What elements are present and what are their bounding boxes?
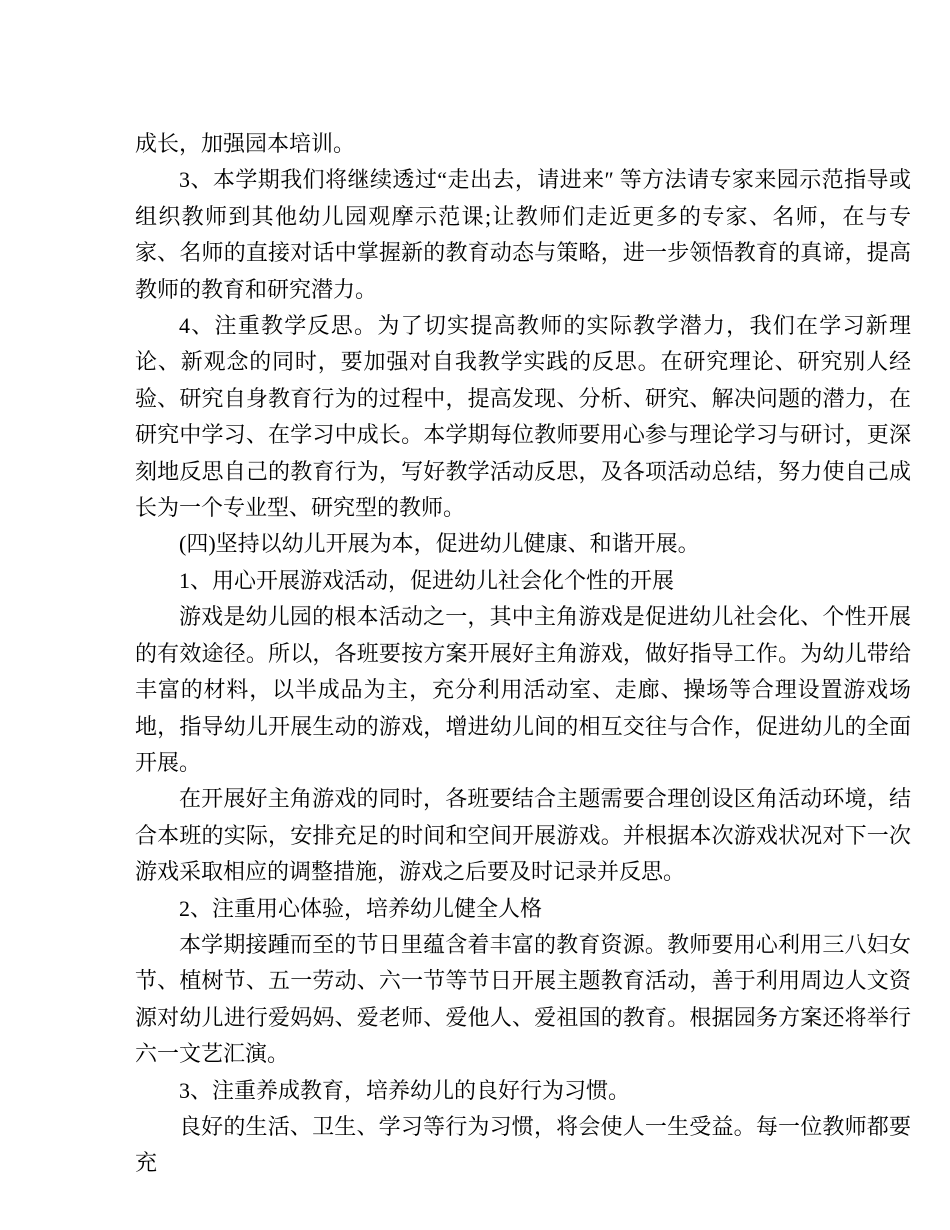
paragraph: 良好的生活、卫生、学习等行为习惯，将会使人一生受益。每一位教师都要充 (135, 1113, 911, 1176)
paragraph: 1、用心开展游戏活动，促进幼儿社会化个性的开展 (179, 567, 675, 593)
paragraph: 本学期接踵而至的节日里蕴含着丰富的教育资源。教师要用心利用三八妇女节、植树节、五一劳动、六一节等节日开展主题教育活动，善于利用周边人文资源对幼儿进行爱妈妈、爱老师、爱他人、爱祖国的教育。根据园务方案还将举行六一文艺汇演。 (135, 931, 911, 1067)
paragraph: 2、注重用心体验，培养幼儿健全人格 (179, 895, 543, 921)
paragraph: 成长，加强园本培训。 (135, 131, 356, 156)
document-text-body (135, 126, 911, 1182)
paragraph: 3、注重养成教育，培养幼儿的良好行为习惯。 (179, 1077, 631, 1103)
paragraph: 游戏是幼儿园的根本活动之一，其中主角游戏是促进幼儿社会化、个性开展的有效途径。所以，各班要按方案开展好主角游戏，做好指导工作。为幼儿带给丰富的材料，以半成品为主，充分利用活动室、走廊、操场等合理设置游戏场地，指导幼儿开展生动的游戏，增进幼儿间的相互交往与合作，促进幼儿的全面开展。 (135, 604, 911, 775)
paragraph: (四)坚持以幼儿开展为本，促进幼儿健康、和谐开展。 (179, 531, 700, 557)
paragraph: 在开展好主角游戏的同时，各班要结合主题需要合理创设区角活动环境，结合本班的实际，安排充足的时间和空间开展游戏。并根据本次游戏状况对下一次游戏采取相应的调整措施，游戏之后要及时记录并反思。 (135, 786, 911, 885)
paragraph: 3、本学期我们将继续透过“走出去，请进来″ 等方法请专家来园示范指导或组织教师到其他幼儿园观摩示范课;让教师们走近更多的专家、名师，在与专家、名师的直接对话中掌握新的教育动态与策略，进一步领悟教育的真谛，提高教师的教育和研究潜力。 (135, 167, 911, 302)
paragraph: 4、注重教学反思。为了切实提高教师的实际教学潜力，我们在学习新理论、新观念的同时，要加强对自我教学实践的反思。在研究理论、研究别人经验、研究自身教育行为的过程中，提高发现、分析、研究、解决问题的潜力，在研究中学习、在学习中成长。本学期每位教师要用心参与理论学习与研讨，更深刻地反思自己的教育行为，写好教学活动反思，及各项活动总结，努力使自己成长为一个专业型、研究型的教师。 (135, 313, 911, 521)
